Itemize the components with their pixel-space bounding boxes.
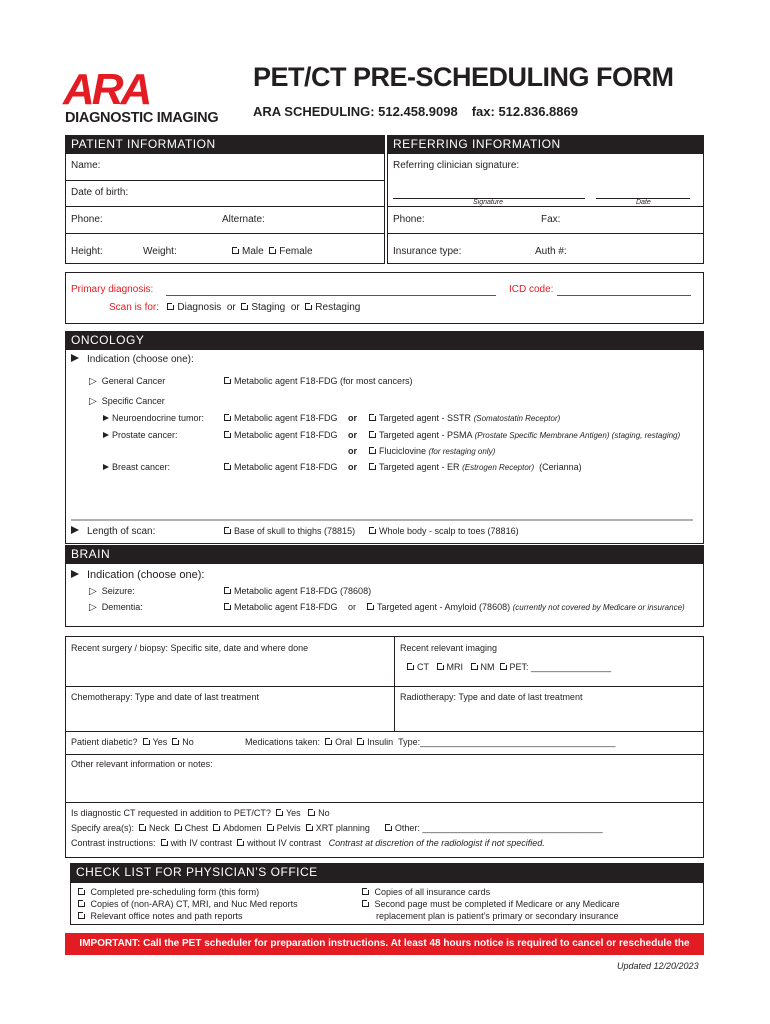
abdomen-checkbox[interactable]	[213, 824, 220, 831]
ct-checkbox[interactable]	[407, 663, 414, 670]
dementia-target-option[interactable]	[367, 602, 685, 612]
diabetic-no-checkbox[interactable]	[172, 738, 179, 745]
breast-target-checkbox[interactable]	[369, 463, 376, 470]
checklist-item[interactable]	[78, 898, 298, 910]
neuro-target-option[interactable]	[369, 413, 560, 423]
dementia-agent-checkbox[interactable]	[224, 603, 231, 610]
checklist-checkbox[interactable]	[78, 888, 85, 895]
or-text: or	[226, 302, 236, 313]
checklist-left	[78, 886, 298, 922]
checklist-right	[362, 886, 620, 922]
oral-label: Oral	[335, 737, 353, 747]
neuro-agent-text: Metabolic agent F18-FDG	[234, 413, 338, 423]
other-notes-field[interactable]: Other relevant information or notes:	[71, 759, 213, 769]
prostate-or: or	[348, 430, 357, 440]
length-text: Length of scan:	[87, 526, 156, 537]
general-agent-checkbox[interactable]	[224, 377, 231, 384]
nm-label: NM	[480, 662, 495, 672]
with-iv-label: with IV contrast	[170, 838, 233, 848]
referring-info-heading: REFERRING INFORMATION	[387, 135, 704, 154]
neuro-agent-option[interactable]	[224, 413, 338, 423]
seizure-agent-option[interactable]	[224, 586, 371, 596]
staging-checkbox[interactable]	[241, 303, 248, 310]
ct-label: CT	[417, 662, 429, 672]
prostate-target-note: (Prostate Specific Membrane Antigen) (staging, restaging)	[474, 431, 681, 440]
general-cancer-text: General Cancer	[101, 376, 166, 386]
mri-checkbox[interactable]	[437, 663, 444, 670]
length-a-text: Base of skull to thighs (78815)	[234, 526, 356, 536]
dementia-agent-text: Metabolic agent F18-FDG	[234, 602, 338, 612]
general-cancer-label	[89, 376, 165, 387]
areas-row	[71, 823, 603, 833]
prostate-agent-option[interactable]	[224, 430, 338, 440]
breast-target-option[interactable]	[369, 462, 582, 472]
neuro-target-text: Targeted agent - SSTR	[379, 413, 472, 423]
fluciclovine-note: (for restaging only)	[428, 447, 496, 456]
type-field[interactable]: Type:_______________________________________	[398, 737, 616, 747]
alternate-field[interactable]: Alternate:	[222, 214, 265, 225]
insulin-label: Insulin	[367, 737, 394, 747]
triangle-icon	[71, 526, 79, 534]
xrt-checkbox[interactable]	[306, 824, 313, 831]
chest-checkbox[interactable]	[175, 824, 182, 831]
fluciclovine-or: or	[348, 446, 357, 456]
phone-field[interactable]: Phone:	[71, 214, 103, 225]
scan-for-label: Scan is for:	[109, 302, 160, 313]
female-checkbox[interactable]	[269, 247, 276, 254]
breast-target-note: (Estrogen Receptor)	[462, 463, 535, 472]
checklist-item-text: Copies of (non-ARA) CT, MRI, and Nuc Med reports	[90, 899, 298, 909]
triangle-icon	[103, 415, 109, 421]
diabetic-label: Patient diabetic?	[71, 737, 138, 747]
checklist-item-text: Second page must be completed if Medicare or any Medicare	[374, 899, 620, 909]
dementia-target-checkbox[interactable]	[367, 603, 374, 610]
ct-yes-label: Yes	[285, 808, 301, 818]
dob-field[interactable]: Date of birth:	[71, 187, 129, 198]
divider	[65, 206, 385, 207]
outline-triangle-icon: ▷	[89, 586, 97, 597]
breast-or: or	[348, 462, 357, 472]
prostate-agent-checkbox[interactable]	[224, 431, 231, 438]
other-area-checkbox[interactable]	[385, 824, 392, 831]
without-iv-checkbox[interactable]	[237, 839, 244, 846]
auth-field[interactable]: Auth #:	[535, 246, 567, 257]
checklist-item[interactable]	[78, 910, 298, 922]
contrast-row	[71, 838, 545, 848]
fluciclovine-option[interactable]	[369, 446, 495, 456]
prostate-target-checkbox[interactable]	[369, 431, 376, 438]
yes-label: Yes	[152, 737, 168, 747]
abdomen-label: Abdomen	[223, 823, 262, 833]
brain-indication	[71, 569, 204, 581]
seizure-text: Seizure:	[101, 586, 135, 596]
breast-text: Breast cancer:	[112, 462, 171, 472]
checklist-item-text: Relevant office notes and path reports	[90, 911, 243, 921]
prostate-agent-text: Metabolic agent F18-FDG	[234, 430, 338, 440]
scheduling-phone: ARA SCHEDULING: 512.458.9098	[253, 104, 458, 119]
without-iv-label: without IV contrast	[247, 838, 322, 848]
scan-for-row	[109, 302, 360, 313]
length-b-text: Whole body - scalp to toes (78816)	[379, 526, 519, 536]
whole-body-checkbox[interactable]	[369, 527, 376, 534]
neuro-target-checkbox[interactable]	[369, 414, 376, 421]
medications-label: Medications taken:	[245, 737, 321, 747]
nm-checkbox[interactable]	[471, 663, 478, 670]
cerianna-text: (Cerianna)	[539, 462, 582, 472]
seizure-label	[89, 586, 135, 597]
dementia-label	[89, 602, 143, 613]
diagnosis-box	[65, 272, 704, 324]
recent-imaging-label: Recent relevant imaging	[400, 643, 498, 653]
outline-triangle-icon: ▷	[89, 396, 97, 407]
oral-checkbox[interactable]	[325, 738, 332, 745]
diagnosis-option: Diagnosis	[177, 302, 222, 313]
general-agent-option[interactable]	[224, 376, 413, 386]
length-option-b[interactable]	[369, 526, 519, 536]
checklist-item-continued: replacement plan is patient’s primary or secondary insurance	[376, 911, 619, 921]
checklist-item[interactable]	[362, 886, 620, 898]
dementia-agent-option[interactable]	[224, 602, 338, 612]
primary-diagnosis-label: Primary diagnosis:	[71, 284, 154, 295]
xrt-label: XRT planning	[315, 823, 370, 833]
outline-triangle-icon: ▷	[89, 602, 97, 613]
icd-code-input[interactable]	[557, 295, 691, 296]
prostate-text: Prostate cancer:	[112, 430, 178, 440]
form-title: PET/CT PRE-SCHEDULING FORM	[253, 62, 674, 92]
no-label: No	[182, 737, 194, 747]
breast-agent-text: Metabolic agent F18-FDG	[234, 462, 338, 472]
triangle-icon	[103, 432, 109, 438]
ct-no-checkbox[interactable]	[308, 809, 315, 816]
checklist-item-text: Copies of all insurance cards	[374, 887, 491, 897]
primary-diagnosis-input[interactable]	[166, 295, 496, 296]
checklist-item[interactable]	[362, 898, 620, 910]
surgery-biopsy-field[interactable]: Recent surgery / biopsy: Specific site, date and where done	[71, 643, 309, 653]
important-banner: IMPORTANT: Call the PET scheduler for preparation instructions. At least 48 hours notice is required to cancel or reschedule the exam.	[65, 933, 704, 955]
sex-options	[232, 246, 313, 257]
contrast-discretion-note: Contrast at discretion of the radiologist if not specified.	[328, 838, 545, 848]
triangle-icon	[71, 354, 79, 362]
neck-checkbox[interactable]	[139, 824, 146, 831]
length-option-a[interactable]	[224, 526, 355, 536]
height-field[interactable]: Height:	[71, 246, 103, 257]
insurance-field[interactable]: Insurance type:	[393, 246, 462, 257]
pet-label: PET: ________________	[509, 662, 612, 672]
breast-target-text: Targeted agent - ER	[379, 462, 460, 472]
ara-logo	[63, 65, 233, 128]
male-label: Male	[242, 246, 264, 257]
divider	[65, 233, 385, 234]
scheduling-fax: fax: 512.836.8869	[471, 104, 578, 119]
checklist-checkbox[interactable]	[362, 900, 369, 907]
prostate-target-option[interactable]	[369, 430, 680, 440]
checklist-checkbox[interactable]	[362, 888, 369, 895]
divider	[387, 233, 704, 234]
chemotherapy-field[interactable]: Chemotherapy: Type and date of last treatment	[71, 692, 259, 702]
checklist-heading: CHECK LIST FOR PHYSICIAN’S OFFICE	[70, 863, 704, 883]
dementia-text: Dementia:	[101, 602, 143, 612]
brain-heading: BRAIN	[65, 545, 704, 564]
divider	[65, 180, 385, 181]
male-checkbox[interactable]	[232, 247, 239, 254]
pelvis-checkbox[interactable]	[267, 824, 274, 831]
ref-fax-field[interactable]: Fax:	[541, 214, 561, 225]
weight-field[interactable]: Weight:	[143, 246, 177, 257]
dementia-or: or	[348, 602, 357, 612]
neuro-or: or	[348, 413, 357, 423]
insulin-checkbox[interactable]	[357, 738, 364, 745]
chest-label: Chest	[184, 823, 209, 833]
patient-info-heading: PATIENT INFORMATION	[65, 135, 385, 154]
checklist-checkbox[interactable]	[78, 900, 85, 907]
breast-agent-option[interactable]	[224, 462, 338, 472]
divider	[71, 519, 693, 521]
checklist-item[interactable]	[78, 886, 298, 898]
scheduling-line	[253, 104, 578, 119]
checklist-item-text: Completed pre-scheduling form (this form)	[90, 887, 260, 897]
neuro-agent-checkbox[interactable]	[224, 414, 231, 421]
diagnosis-checkbox[interactable]	[167, 303, 174, 310]
restaging-option: Restaging	[315, 302, 361, 313]
triangle-icon	[103, 464, 109, 470]
logo-brand: ARA	[63, 65, 150, 114]
general-agent-text: Metabolic agent F18-FDG (for most cancers)	[234, 376, 413, 386]
divider	[65, 802, 704, 803]
updated-date: Updated 12/20/2023	[617, 961, 699, 971]
triangle-icon	[71, 570, 79, 578]
divider	[394, 636, 395, 731]
ct-yes-checkbox[interactable]	[276, 809, 283, 816]
signature-label: Referring clinician signature:	[393, 160, 520, 171]
neuro-text: Neuroendocrine tumor:	[112, 413, 205, 423]
brain-indication-text: Indication (choose one):	[87, 569, 205, 581]
imaging-options	[407, 662, 611, 672]
pet-checkbox[interactable]	[500, 663, 507, 670]
other-area-field[interactable]: Other: ____________________________________	[394, 823, 603, 833]
indication-label: Indication (choose one):	[87, 354, 194, 365]
neck-label: Neck	[149, 823, 170, 833]
mri-label: MRI	[446, 662, 464, 672]
seizure-agent-text: Metabolic agent F18-FDG (78608)	[234, 586, 372, 596]
divider	[65, 754, 704, 755]
breast-agent-checkbox[interactable]	[224, 463, 231, 470]
specific-cancer-label	[89, 396, 165, 407]
length-of-scan-label	[71, 526, 155, 537]
prostate-label	[103, 430, 178, 440]
signature-caption: Signature	[473, 199, 503, 206]
name-field[interactable]: Name:	[71, 160, 101, 171]
ct-request-label: Is diagnostic CT requested in addition to PET/CT?	[71, 808, 271, 818]
divider	[387, 206, 704, 207]
ref-phone-field[interactable]: Phone:	[393, 214, 425, 225]
fluciclovine-text: Fluciclovine	[379, 446, 427, 456]
contrast-label: Contrast instructions:	[71, 838, 156, 848]
restaging-checkbox[interactable]	[305, 303, 312, 310]
divider	[65, 731, 704, 732]
ct-request-row	[71, 808, 330, 818]
diabetic-row	[71, 737, 194, 747]
dementia-target-text: Targeted agent - Amyloid (78608)	[377, 602, 511, 612]
radiotherapy-field[interactable]: Radiotherapy: Type and date of last treatment	[400, 692, 583, 702]
specific-cancer-text: Specific Cancer	[101, 396, 165, 406]
oncology-heading: ONCOLOGY	[65, 331, 704, 350]
fluciclovine-checkbox[interactable]	[369, 447, 376, 454]
female-label: Female	[279, 246, 313, 257]
diabetic-yes-checkbox[interactable]	[143, 738, 150, 745]
checklist-checkbox[interactable]	[78, 912, 85, 919]
patient-info-box	[65, 154, 385, 264]
neuro-label	[103, 413, 204, 423]
with-iv-checkbox[interactable]	[161, 839, 168, 846]
areas-label: Specify area(s):	[71, 823, 135, 833]
base-to-thighs-checkbox[interactable]	[224, 527, 231, 534]
outline-triangle-icon: ▷	[89, 376, 97, 387]
breast-label	[103, 462, 170, 472]
logo-subtitle: DIAGNOSTIC IMAGING	[65, 110, 219, 126]
dementia-note: (currently not covered by Medicare or insurance)	[512, 603, 685, 612]
staging-option: Staging	[251, 302, 286, 313]
prostate-target-text: Targeted agent - PSMA	[379, 430, 473, 440]
neuro-target-note: (Somatostatin Receptor)	[473, 414, 561, 423]
seizure-agent-checkbox[interactable]	[224, 587, 231, 594]
ct-no-label: No	[318, 808, 330, 818]
pelvis-label: Pelvis	[276, 823, 301, 833]
divider	[65, 686, 704, 687]
medications-row	[245, 737, 615, 747]
oncology-indication	[71, 354, 194, 365]
icd-code-label: ICD code:	[509, 284, 554, 295]
date-caption: Date	[636, 199, 651, 206]
or-text: or	[290, 302, 300, 313]
